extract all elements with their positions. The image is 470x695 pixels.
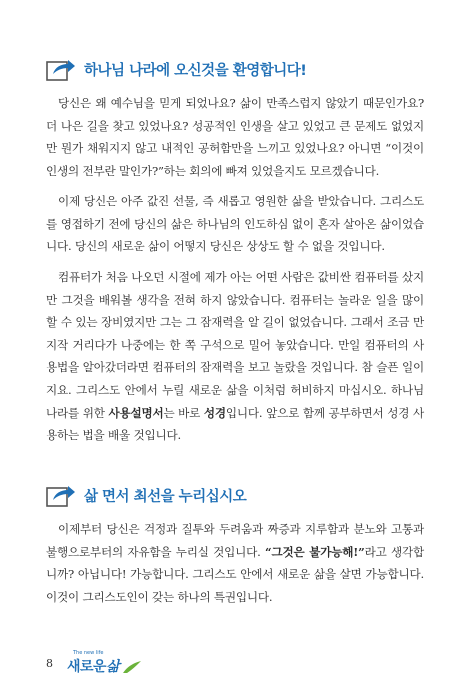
logo-small-text: The new life [73,650,104,656]
section-title: 하나님 나라에 오신것을 환영합니다! [84,62,307,79]
paragraph-1 [46,92,424,182]
section-heading-live-best [46,482,246,508]
bold-manual: 사용설명서 [108,405,164,420]
logo-text: 새로운 [67,659,107,675]
edit-arrow-icon [46,482,76,508]
paragraph-2 [46,190,424,258]
paragraph-1-text: 당신은 왜 예수님을 믿게 되었나요? 삶이 만족스럽지 않았기 때문인가요? 더 나은 길을 찾고 있었나요? 성공적인 인생을 살고 있었고 큰 문제도 없었지만 뭔가 채워지지 않고 내적인 공허함만을 느끼고 있었나요? 아니면 “이것이 인생의 전부란 말인가?”하는 회의에 빠져 있었을지도 모르겠습니다. [46,96,424,178]
footer-logo [67,650,143,676]
logo-mark-text: 삶 [106,659,120,675]
page-number: 8 [46,656,53,670]
paragraph-3-text: 컴퓨터가 처음 나오던 시절에 제가 아는 어떤 사람은 값비싼 컴퓨터를 샀지만 그것을 배워볼 생각을 전혀 하지 않았습니다. 컴퓨터는 놀라운 일을 많이 할 수 있는 장비였지만 그는 그 잠재력을 알 길이 없었습니다. 그래서 조금 만지작 거리다가 나중에는 한 쪽 구석으로 밀어 놓았습니다. 만일 컴퓨터의 사용법을 알아갔더라면 컴퓨터의 잠재력을 보고 놀랐을 것입니다. 참 슬픈 일이지요. 그리스도 안에서 누릴 새로운 삶을 이처럼 허비하지 마십시오. 하나님나라를 위한 [46,270,424,420]
paragraph-4 [46,518,424,608]
bold-bible: 성경 [203,405,226,420]
paragraph-3 [46,266,424,447]
paragraph-4-text: 이제부터 당신은 걱정과 질투와 두려움과 짜증과 지루함과 분노와 고통과 불행으로부터의 자유함을 누리실 것입니다. [46,522,424,559]
section-heading-welcome [46,56,306,82]
paragraph-3-text-b: 는 바로 [163,405,204,420]
leaf-icon [121,657,143,675]
section-title: 삶 면서 최선을 누리십시오 [84,488,247,505]
paragraph-2-text: 이제 당신은 아주 값진 선물, 즉 새롭고 영원한 삶을 받았습니다. 그리스도를 영접하기 전에 당신의 삶은 하나님의 인도하심 없이 혼자 살아온 삶이었습니다. 당신의 새로운 삶이 어떻지 당신은 상상도 할 수 없을 것입니다. [46,194,424,254]
edit-arrow-icon [46,56,76,82]
bold-impossible: “그것은 불가능해!” [265,544,365,559]
paragraph-3-text-c: 입니다. 앞으로 함께 공부하면서 성경 사용하는 법을 배울 것입니다. [46,405,424,443]
paragraph-4-text-b: 라고 생각합니까? 아닙니다! 가능합니다. 그리스도 안에서 새로운 삶을 살면 가능합니다. 이것이 그리스도인이 갖는 하나의 특권입니다. [46,544,425,604]
page-footer [46,650,143,676]
